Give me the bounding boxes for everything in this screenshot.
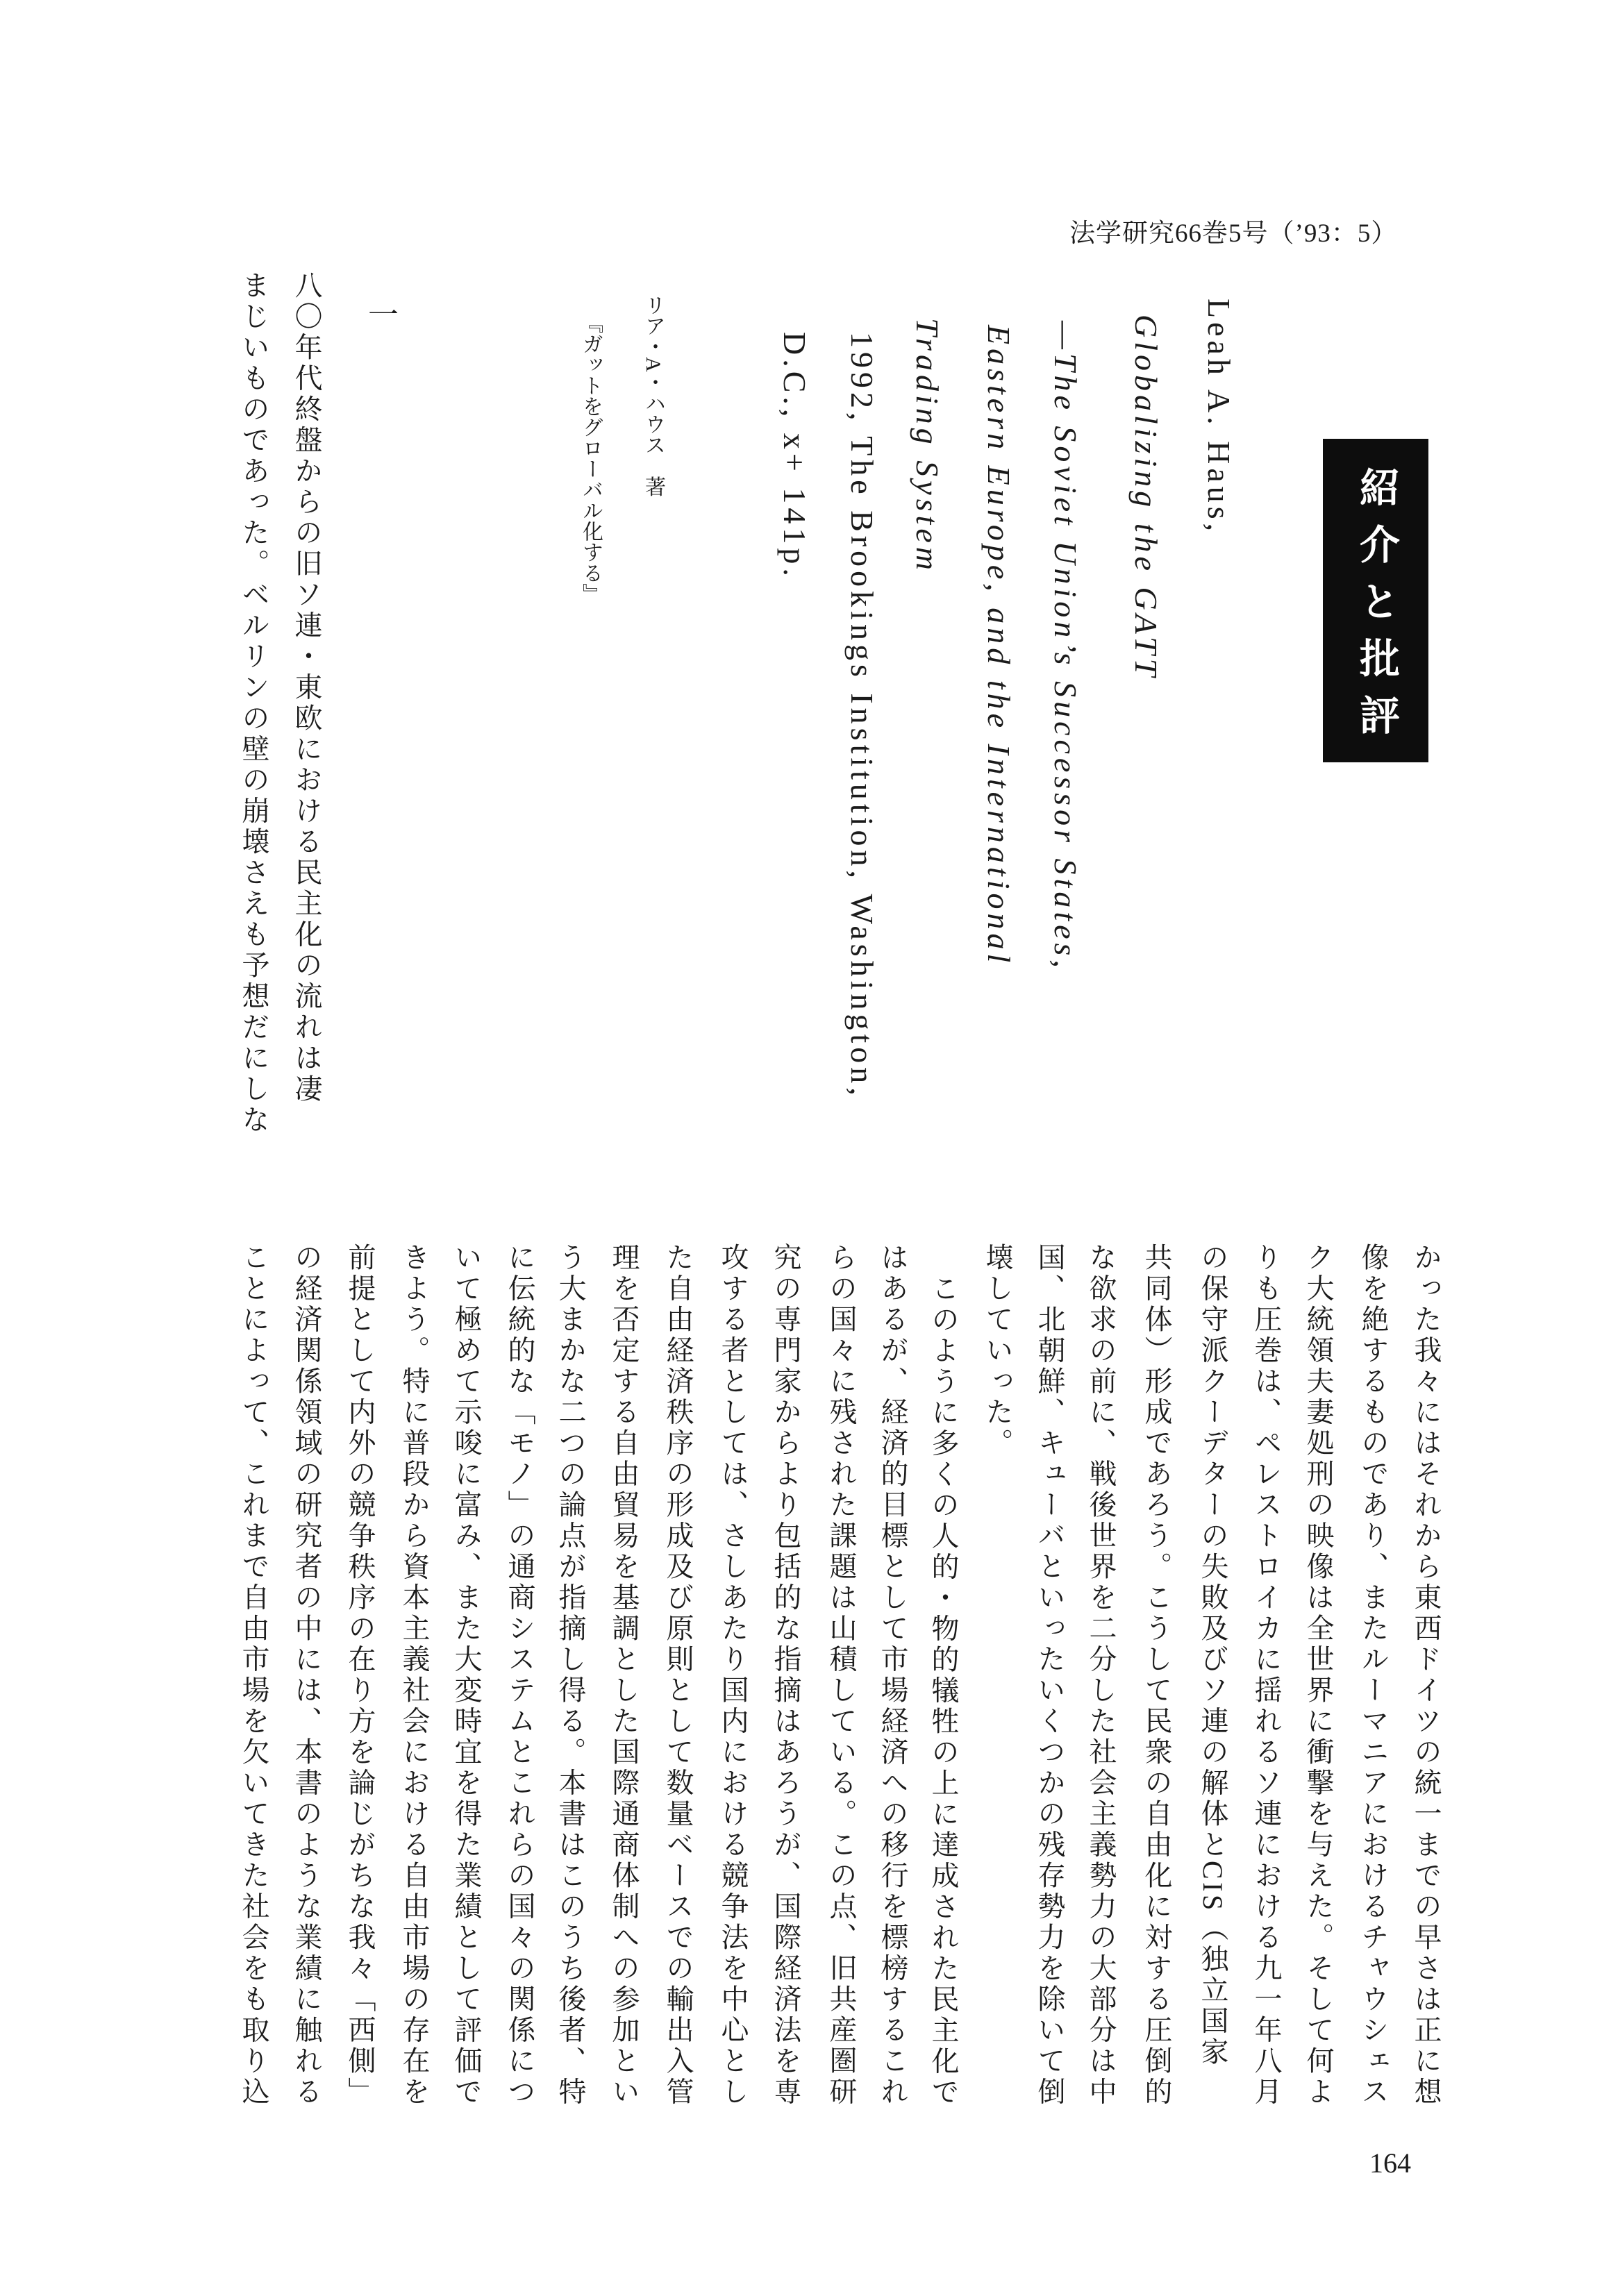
body-text-column: 究の専門家からより包括的な指摘はあろうが、国際経済法を専 (770, 1243, 801, 2108)
body-text-column: の経済関係領域の研究者の中には、本書のような業績に触れる (291, 1243, 322, 2108)
citation-author-en: Leah A. Haus, (1201, 299, 1237, 536)
body-text-column: 国、北朝鮮、キューバといったいくつかの残存勢力を除いて倒 (1034, 1243, 1065, 2108)
body-text-column: 攻する者としては、さしあたり国内における競争法を中心とし (717, 1243, 749, 2108)
body-text-column: な欲求の前に、戦後世界を二分した社会主義勢力の大部分は中 (1085, 1243, 1117, 2108)
body-text-column: の保守派クーデターの失敗及びソ連の解体とCIS（独立国家 (1197, 1243, 1228, 2068)
body-text-column: た自由経済秩序の形成及び原則として数量ベースでの輸出入管 (662, 1243, 694, 2108)
body-text-column: に伝統的な「モノ」の通商システムとこれらの国々の関係につ (504, 1243, 535, 2108)
body-text-column: いて極めて示唆に富み、また大変時宜を得た業績として評価で (451, 1243, 482, 2108)
body-text-column: 前提として内外の競争秩序の在り方を論じがちな我々「西側」 (344, 1243, 376, 2108)
body-text-column: このように多くの人的・物的犠牲の上に達成された民主化で (928, 1274, 959, 2109)
citation-author-jp: リア・A・ハウス 著 (642, 294, 665, 497)
citation-title-en-line3: Eastern Europe, and the International (981, 325, 1017, 967)
section-label-box (1323, 439, 1428, 762)
body-text-column: きよう。特に普段から資本主義社会における自由市場の存在を (399, 1243, 430, 2108)
body-text-column: う大まかな二つの論点が指摘し得る。本書はこのうち後者、特 (555, 1243, 586, 2108)
body-text-column: りも圧巻は、ペレストロイカに揺れるソ連における九一年八月 (1251, 1243, 1282, 2108)
citation-title-en-line2: —The Soviet Union’s Successor States, (1048, 321, 1083, 972)
page-number: 164 (1369, 2147, 1411, 2179)
body-text-column: 共同体）形成であろう。こうして民衆の自由化に対する圧倒的 (1141, 1243, 1172, 2108)
body-text-column: はあるが、経済的目標として市場経済への移行を標榜するこれ (877, 1243, 908, 2108)
section-number: 一 (363, 299, 397, 329)
citation-title-en-line1: Globalizing the GATT (1128, 315, 1164, 681)
body-text-column: ク大統領夫妻処刑の映像は全世界に衝撃を与えた。そして何よ (1303, 1243, 1334, 2108)
journal-header: 法学研究66巻5号（’93：5） (1069, 219, 1398, 248)
section-label: 紹介と批評 (1353, 467, 1399, 751)
body-text-column: 像を絶するものであり、またルーマニアにおけるチャウシェス (1358, 1243, 1389, 2108)
body-text-column: 理を否定する自由貿易を基調とした国際通商体制への参加とい (608, 1243, 640, 2108)
citation-publisher-en: 1992, The Brookings Institution, Washington, (844, 332, 880, 1100)
body-text-column: 壊していった。 (982, 1243, 1013, 1459)
intro-column: まじいものであった。ベルリンの壁の崩壊さえも予想だにしな (238, 271, 269, 1136)
intro-column: 八〇年代終盤からの旧ソ連・東欧における民主化の流れは凄 (291, 271, 322, 1105)
citation-title-en-line4: Trading System (910, 318, 945, 574)
body-text-column: ことによって、これまで自由市場を欠いてきた社会をも取り込 (238, 1243, 269, 2108)
body-text-column: かった我々にはそれから東西ドイツの統一までの早さは正に想 (1410, 1243, 1442, 2108)
citation-title-jp: 『ガットをグローバル化する』 (579, 312, 602, 604)
citation-pages-en: D.C., x+ 141p. (777, 332, 812, 580)
body-text-column: らの国々に残された課題は山積している。この点、旧共産圏研 (826, 1243, 857, 2108)
